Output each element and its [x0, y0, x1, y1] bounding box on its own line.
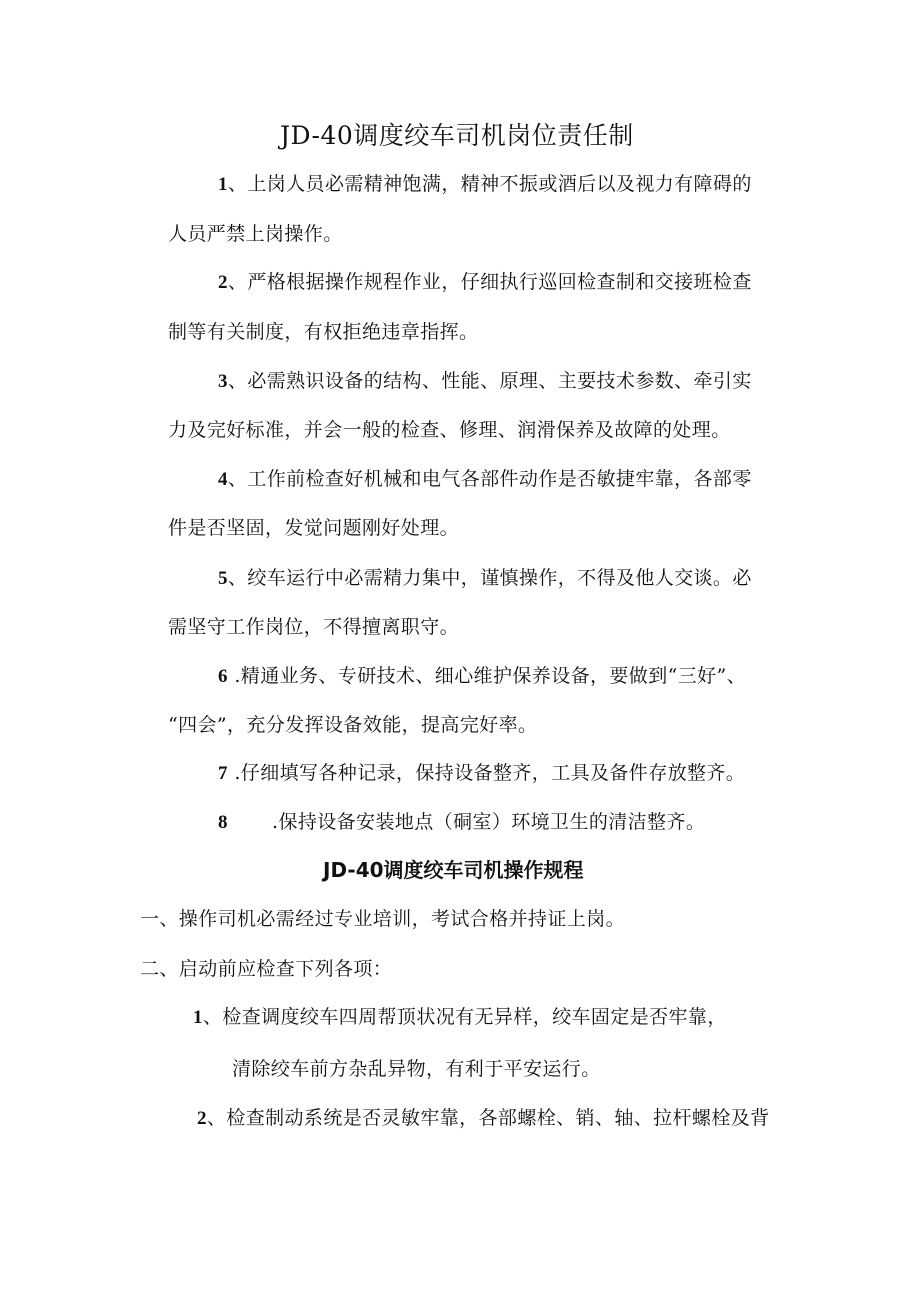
duty-item-7-line1 [218, 761, 745, 786]
rule-item-text: 检查制动系统是否灵敏牢靠，各部螺栓、销、轴、拉杆螺栓及背 [226, 1107, 770, 1129]
duty-item-3-line2: 力及完好标准，并会一般的检查、修理、润滑保养及故障的处理。 [168, 419, 731, 441]
duty-item-1-line2: 人员严禁上岗操作。 [168, 223, 343, 245]
duty-separator: . [272, 811, 279, 833]
duty-number: 3 [218, 371, 228, 392]
duty-item-5-line1 [218, 566, 752, 591]
duty-item-2-line1 [218, 270, 752, 295]
rule-item-number: 2 [197, 1108, 207, 1129]
duty-text: 精通业务、专研技术、细心维护保养设备，要做到“三好”、 [240, 665, 747, 687]
duty-item-3-line1 [218, 369, 752, 394]
duty-item-1-line1 [218, 172, 752, 197]
duty-number: 7 [218, 763, 228, 784]
duty-item-4-line1 [218, 467, 752, 492]
rule-item-separator: 、 [206, 1107, 227, 1129]
rule-item-separator: 、 [202, 1006, 223, 1028]
document-title: JD-40调度绞车司机岗位责任制 [280, 121, 634, 150]
duty-text: 绞车运行中必需精力集中，谨慎操作，不得及他人交谈。必 [247, 567, 752, 589]
duty-number: 1 [218, 174, 228, 195]
duty-text: 上岗人员必需精神饱满，精神不振或酒后以及视力有障碍的 [247, 173, 752, 195]
duty-number: 4 [218, 469, 228, 490]
rule-item-2-line1 [197, 1106, 770, 1131]
section-subtitle: JD-40调度绞车司机操作规程 [323, 858, 584, 882]
duty-item-6-line2: “四会”，充分发挥设备效能，提高完好率。 [168, 714, 538, 736]
duty-separator: 、 [227, 271, 248, 293]
duty-number: 2 [218, 272, 228, 293]
duty-item-5-line2: 需坚守工作岗位，不得擅离职守。 [168, 616, 460, 638]
duty-item-4-line2: 件是否坚固，发觉问题刚好处理。 [168, 517, 460, 539]
rule-one: 一、操作司机必需经过专业培训，考试合格并持证上岗。 [140, 908, 626, 930]
duty-item-6-line1 [218, 664, 746, 689]
duty-number: 5 [218, 568, 228, 589]
rule-two: 二、启动前应检查下列各项： [140, 958, 393, 980]
rule-item-number: 1 [193, 1007, 203, 1028]
duty-text: 必需熟识设备的结构、性能、原理、主要技术参数、牵引实 [247, 370, 752, 392]
duty-item-8-line1 [218, 810, 705, 835]
duty-separator: 、 [227, 567, 248, 589]
rule-item-text: 检查调度绞车四周帮顶状况有无异样，绞车固定是否牢靠， [222, 1006, 727, 1028]
duty-text: 保持设备安装地点（硐室）环境卫生的清洁整齐。 [278, 811, 706, 833]
rule-item-1-line1 [193, 1005, 727, 1030]
duty-separator: . [227, 762, 241, 784]
duty-text: 工作前检查好机械和电气各部件动作是否敏捷牢靠，各部零 [247, 468, 752, 490]
duty-item-2-line2: 制等有关制度，有权拒绝违章指挥。 [168, 321, 479, 343]
duty-text: 严格根据操作规程作业，仔细执行巡回检查制和交接班检查 [247, 271, 752, 293]
duty-number: 8 [218, 812, 228, 833]
duty-separator: 、 [227, 468, 248, 490]
duty-separator: . [227, 665, 241, 687]
duty-text: 仔细填写各种记录，保持设备整齐，工具及备件存放整齐。 [240, 762, 746, 784]
duty-separator: 、 [227, 173, 248, 195]
duty-separator: 、 [227, 370, 248, 392]
duty-number: 6 [218, 666, 228, 687]
rule-item-1-line2: 清除绞车前方杂乱异物，有利于平安运行。 [232, 1058, 601, 1080]
